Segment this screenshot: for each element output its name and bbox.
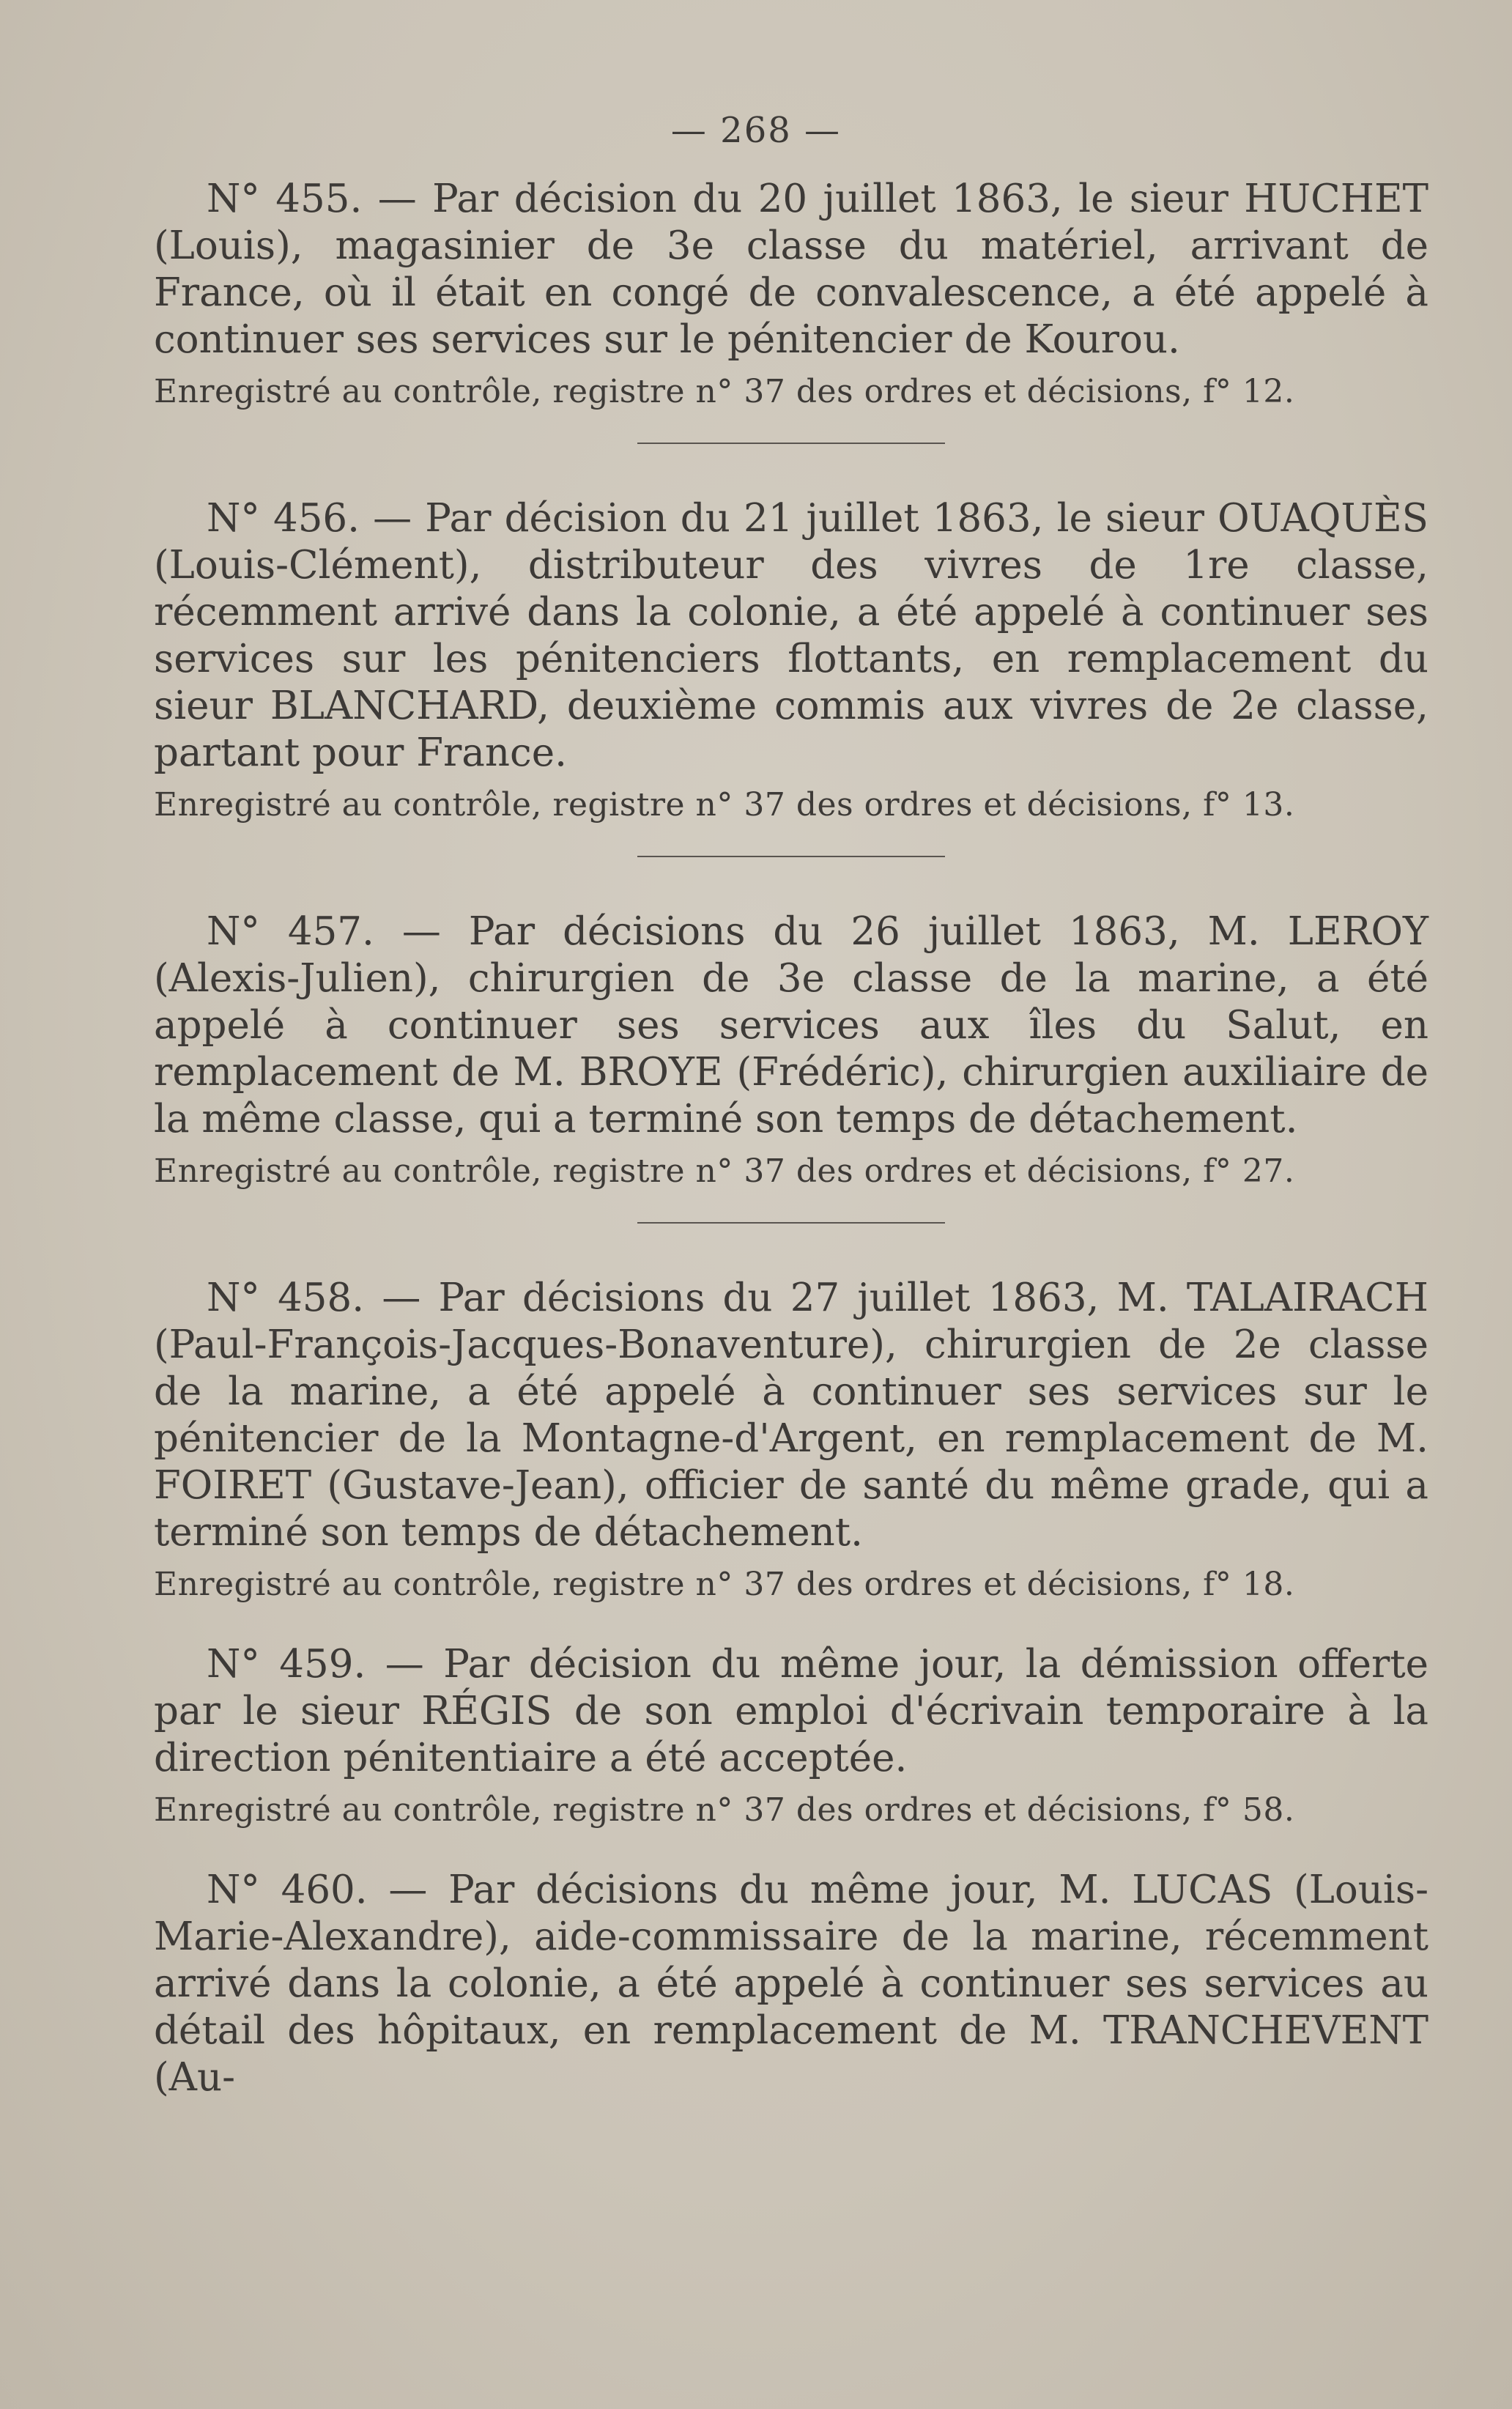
registration-line: Enregistré au contrôle, registre n° 37 des ordres et décisions, f° 18.	[154, 1566, 1295, 1603]
text-column	[154, 176, 1428, 2101]
entry-455	[154, 176, 1428, 413]
page-number: — 268 —	[670, 110, 842, 151]
entry-457	[154, 909, 1428, 1193]
entry-number: N° 458.	[207, 1276, 365, 1320]
section-divider	[637, 856, 945, 857]
entry-text: Par décision du 20 juillet 1863, le sieur HUCHET (Louis), magasinier de 3e classe du matériel, arrivant de France, où il était en congé de convalescence, a été appelé à continuer ses services sur le pénitencier de Kourou.	[154, 177, 1428, 362]
entry-number: N° 456.	[207, 496, 360, 541]
entry-number: N° 460.	[207, 1868, 368, 1912]
entry-459	[154, 1641, 1428, 1832]
entry-separator: —	[388, 1868, 428, 1912]
section-divider	[637, 443, 945, 444]
entry-separator: —	[377, 177, 417, 221]
entry-text: Par décisions du 27 juillet 1863, M. TALAIRACH (Paul-François-Jacques-Bonaventure), chirurgien de 2e classe de la marine, a été appelé à continuer ses services sur le pénitencier de la Montagne-d'Argent, en remplacement de M. FOIRET (Gustave-Jean), officier de santé du même grade, qui a terminé son temps de détachement.	[154, 1276, 1429, 1555]
entry-text: Par décisions du même jour, M. LUCAS (Louis-Marie-Alexandre), aide-commissaire de la marine, récemment arrivé dans la colonie, a été appelé à continuer ses services au détail des hôpitaux, en remplacement de M. TRANCHEVENT (Au-	[154, 1868, 1428, 2100]
entry-separator: —	[401, 909, 441, 954]
entry-456	[154, 495, 1428, 826]
section-divider	[637, 1222, 945, 1224]
entry-text: Par décisions du 26 juillet 1863, M. LEROY (Alexis-Julien), chirurgien de 3e classe de la marine, a été appelé à continuer ses services aux îles du Salut, en remplacement de M. BROYE (Frédéric), chirurgien auxiliaire de la même classe, qui a terminé son temps de détachement.	[154, 909, 1428, 1141]
entry-separator: —	[373, 496, 412, 541]
entry-number: N° 457.	[207, 909, 374, 954]
entry-number: N° 455.	[207, 177, 363, 221]
entry-separator: —	[382, 1276, 421, 1320]
registration-line: Enregistré au contrôle, registre n° 37 des ordres et décisions, f° 27.	[154, 1152, 1295, 1190]
entry-text: Par décision du 21 juillet 1863, le sieur OUAQUÈS (Louis-Clément), distributeur des vivres de 1re classe, récemment arrivé dans la colonie, a été appelé à continuer ses services sur les pénitenciers flottants, en remplacement du sieur BLANCHARD, deuxième commis aux vivres de 2e classe, partant pour France.	[154, 496, 1428, 775]
registration-line: Enregistré au contrôle, registre n° 37 des ordres et décisions, f° 12.	[154, 373, 1295, 410]
entry-text: Par décision du même jour, la démission offerte par le sieur RÉGIS de son emploi d'écrivain temporaire à la direction pénitentiaire a été acceptée.	[154, 1642, 1428, 1780]
registration-line: Enregistré au contrôle, registre n° 37 des ordres et décisions, f° 58.	[154, 1791, 1295, 1829]
entry-458	[154, 1275, 1428, 1606]
entry-separator: —	[385, 1642, 424, 1687]
entry-460	[154, 1867, 1428, 2101]
entry-number: N° 459.	[207, 1642, 366, 1687]
registration-line: Enregistré au contrôle, registre n° 37 des ordres et décisions, f° 13.	[154, 786, 1295, 824]
